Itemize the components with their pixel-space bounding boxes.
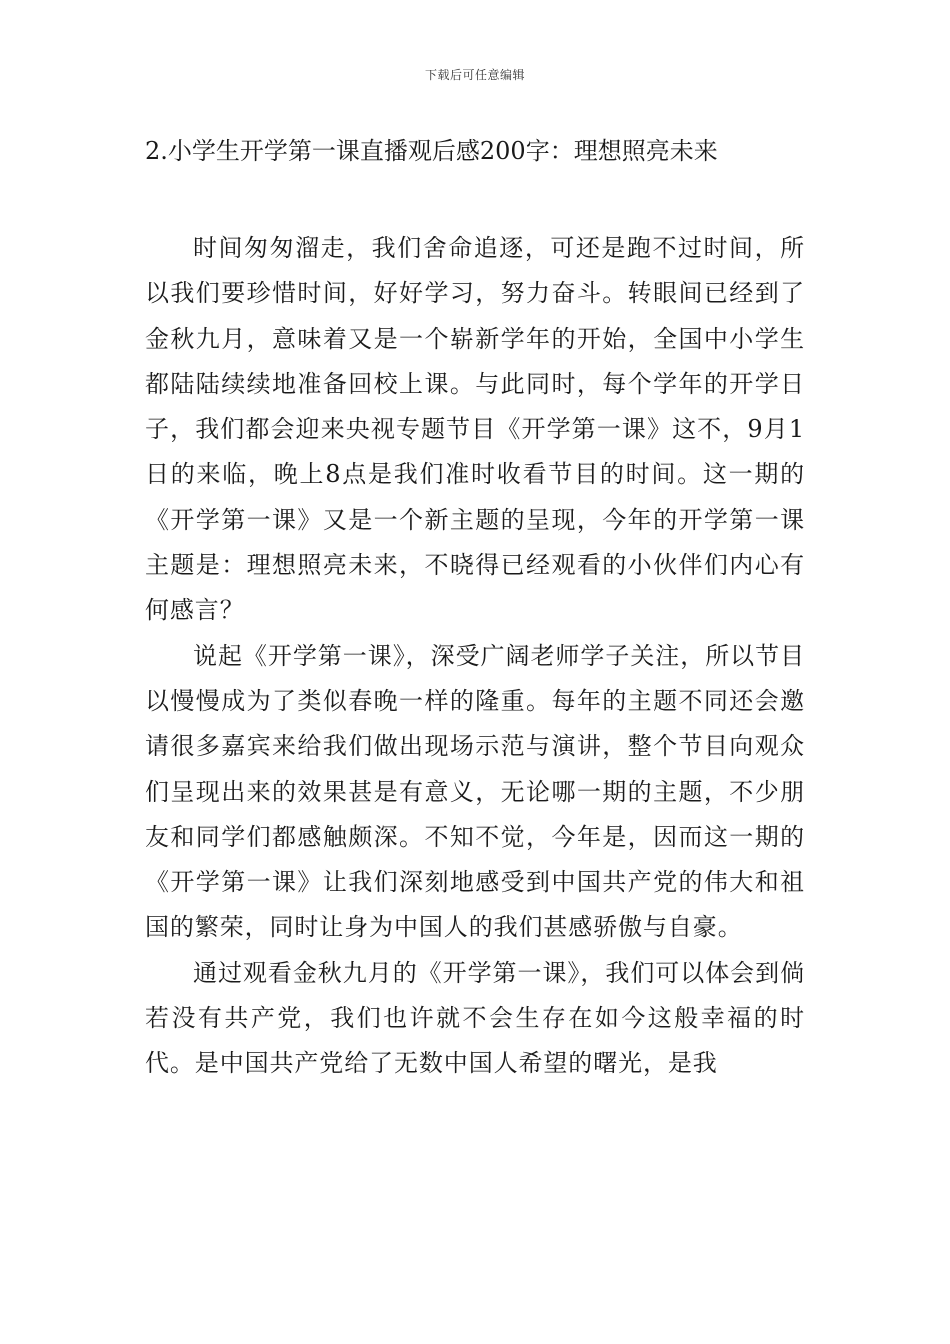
paragraph-1: 时间匆匆溜走，我们舍命追逐，可还是跑不过时间，所以我们要珍惜时间，好好学习，努力奋斗。转眼间已经到了金秋九月，意味着又是一个崭新学年的开始，全国中小学生都陆陆续续地准备回校上课。与此同时，每个学年的开学日子，我们都会迎来央视专题节目《开学第一课》这不，9月1日的来临，晚上8点是我们准时收看节目的时间。这一期的《开学第一课》又是一个新主题的呈现，今年的开学第一课主题是：理想照亮未来，不晓得已经观看的小伙伴们内心有何感言？ — [145, 234, 805, 625]
page-header-note: 下载后可任意编辑 — [424, 68, 525, 82]
document-title: 2.小学生开学第一课直播观后感200字：理想照亮未来 — [145, 137, 718, 165]
paragraph-3: 通过观看金秋九月的《开学第一课》，我们可以体会到倘若没有共产党，我们也许就不会生存在如今这般幸福的时代。是中国共产党给了无数中国人希望的曙光，是我 — [145, 958, 805, 1078]
document-body — [145, 226, 805, 1087]
paragraph-2: 说起《开学第一课》，深受广阔老师学子关注，所以节目以慢慢成为了类似春晚一样的隆重。每年的主题不同还会邀请很多嘉宾来给我们做出现场示范与演讲，整个节目向观众们呈现出来的效果甚是有意义，无论哪一期的主题，不少朋友和同学们都感触颇深。不知不觉，今年是，因而这一期的《开学第一课》让我们深刻地感受到中国共产党的伟大和祖国的繁荣，同时让身为中国人的我们甚感骄傲与自豪。 — [145, 641, 805, 942]
